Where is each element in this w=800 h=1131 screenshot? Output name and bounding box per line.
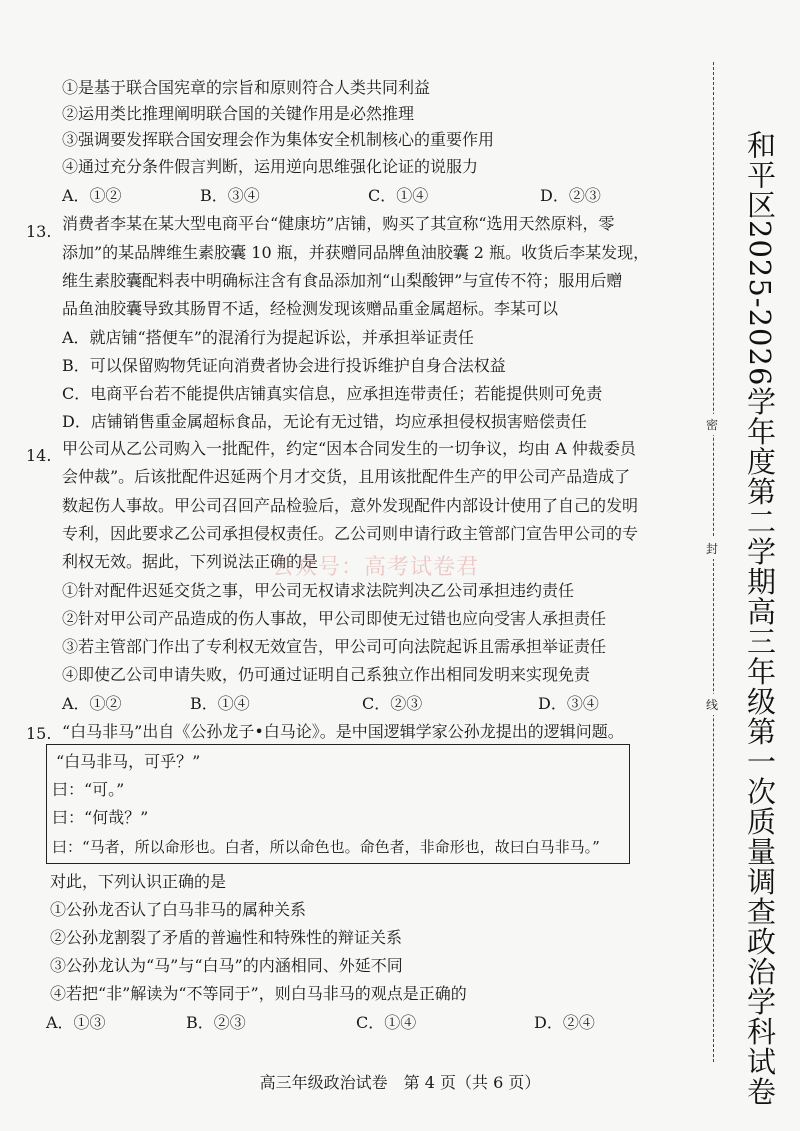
q13-option-d: D．店铺销售重金属超标食品，无论有无过错，均应承担侵权损害赔偿责任 xyxy=(62,412,587,431)
q14-stem-line-2: 会仲裁”。后该批配件迟延两个月才交货，且用该批配件生产的甲公司产品造成了 xyxy=(62,467,631,486)
q13-number: 13. xyxy=(26,222,52,241)
quote-line-4: 曰：“马者，所以命形也。白者，所以命色也。命色者，非命形也，故曰白马非马。” xyxy=(52,838,600,856)
q14-stem-line-4: 专利，因此要求乙公司承担侵权责任。乙公司则申请行政主管部门宣告甲公司的专 xyxy=(62,524,639,543)
q14-stem-line-3: 数起伤人事故。甲公司召回产品检验后，意外发现配件内部设计使用了自己的发明 xyxy=(62,496,639,515)
q15-statement-2: ②公孙龙割裂了矛盾的普遍性和特殊性的辩证关系 xyxy=(50,928,403,947)
seal-dashed-line xyxy=(713,62,714,1062)
q13-stem-line-4: 品鱼油胶囊导致其肠胃不适，经检测发现该赠品重金属超标。李某可以 xyxy=(62,299,559,318)
q14-stem-line-5: 利权无效。据此，下列说法正确的是 xyxy=(62,552,319,571)
seal-char-feng: 封 xyxy=(706,538,718,559)
q15-stem-line-1: “白马非马”出自《公孙龙子•白马论》。是中国逻辑学家公孙龙提出的逻辑问题。 xyxy=(62,722,624,741)
q14-statement-2: ②针对甲公司产品造成的伤人事故，甲公司即使无过错也应向受害人承担责任 xyxy=(62,609,607,628)
q12-option-c: C．①④ xyxy=(368,186,429,205)
q12-option-d: D．②③ xyxy=(540,186,601,205)
q12-option-b: B．③④ xyxy=(200,186,260,205)
q12-statement-2: ②运用类比推理阐明联合国的关键作用是必然推理 xyxy=(62,104,415,123)
q14-option-d: D．③④ xyxy=(538,694,599,713)
seal-char-mi: 密 xyxy=(706,414,718,435)
side-exam-title: 和平区2025-2026学年度第二学期高三年级第一次质量调查政治学科试卷 xyxy=(743,130,777,1107)
q15-question: 对此，下列认识正确的是 xyxy=(50,872,227,891)
q13-stem-line-2: 添加”的某品牌维生素胶囊 10 瓶，并获赠同品牌鱼油胶囊 2 瓶。收货后李某发现， xyxy=(62,243,650,262)
q14-statement-3: ③若主管部门作出了专利权无效宣告，甲公司可向法院起诉且需承担举证责任 xyxy=(62,637,607,656)
q14-stem-line-1: 甲公司从乙公司购入一批配件，约定“因本合同发生的一切争议，均由 A 仲裁委员 xyxy=(62,439,636,458)
q15-option-d: D．②④ xyxy=(534,1013,595,1032)
quote-line-3: 曰：“何哉？” xyxy=(52,808,149,827)
q12-statement-1: ①是基于联合国宪章的宗旨和原则符合人类共同利益 xyxy=(62,78,431,97)
q13-option-a: A．就店铺“搭便车”的混淆行为提起诉讼，并承担举证责任 xyxy=(62,328,474,347)
q15-option-c: C．①④ xyxy=(356,1013,417,1032)
quote-line-1: “白马非马，可乎？” xyxy=(56,752,201,771)
q15-option-a: A．①③ xyxy=(46,1013,106,1032)
quote-line-2: 曰：“可。” xyxy=(52,780,125,799)
q13-option-c: C．电商平台若不能提供店铺真实信息，应承担连带责任；若能提供则可免责 xyxy=(62,384,603,403)
q12-statement-4: ④通过充分条件假言判断，运用逆向思维强化论证的说服力 xyxy=(62,157,479,176)
q14-option-a: A．①② xyxy=(62,694,122,713)
q12-option-a: A．①② xyxy=(62,186,122,205)
q14-option-b: B．①④ xyxy=(190,694,250,713)
q13-option-b: B．可以保留购物凭证向消费者协会进行投诉维护自身合法权益 xyxy=(62,356,506,375)
page-footer: 高三年级政治试卷 第 4 页（共 6 页） xyxy=(259,1073,541,1092)
q15-option-b: B．②③ xyxy=(186,1013,246,1032)
q12-statement-3: ③强调要发挥联合国安理会作为集体安全机制核心的重要作用 xyxy=(62,130,495,149)
q13-stem-line-1: 消费者李某在某大型电商平台“健康坊”店铺，购买了其宣称“选用天然原料，零 xyxy=(62,214,615,233)
seal-char-xian: 线 xyxy=(706,694,718,715)
q13-stem-line-3: 维生素胶囊配料表中明确标注含有食品添加剂“山梨酸钾”与宣传不符；服用后赠 xyxy=(62,271,623,290)
q14-statement-1: ①针对配件迟延交货之事，甲公司无权请求法院判决乙公司承担违约责任 xyxy=(62,581,575,600)
q15-number: 15. xyxy=(26,724,52,743)
watermark-text: 公众号：高考试卷君 xyxy=(272,555,480,580)
q15-statement-4: ④若把“非”解读为“不等同于”，则白马非马的观点是正确的 xyxy=(50,984,467,1003)
q14-option-c: C．②③ xyxy=(362,694,423,713)
q14-statement-4: ④即使乙公司申请失败，仍可通过证明自己系独立作出相同发明来实现免责 xyxy=(62,665,591,684)
q14-number: 14. xyxy=(26,446,52,465)
q15-statement-1: ①公孙龙否认了白马非马的属种关系 xyxy=(50,900,307,919)
q15-statement-3: ③公孙龙认为“马”与“白马”的内涵相同、外延不同 xyxy=(50,956,403,975)
